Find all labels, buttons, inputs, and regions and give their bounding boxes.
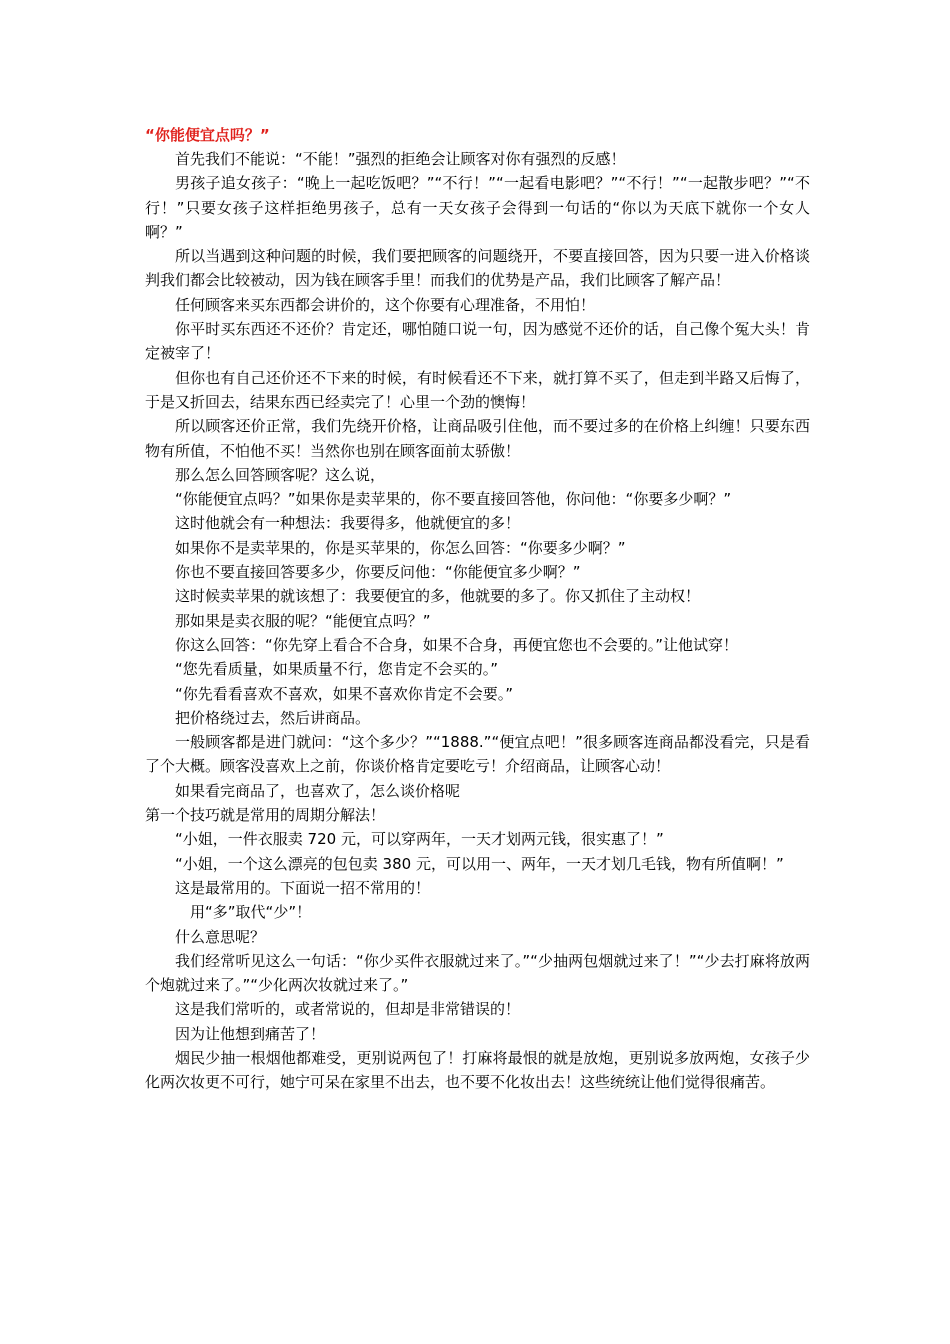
paragraph: 所以顾客还价正常，我们先绕开价格，让商品吸引住他，而不要过多的在价格上纠缠！只要东西物有所值，不怕他不买！当然你也别在顾客面前太骄傲！ [145,417,810,460]
paragraph: 这时他就会有一种想法：我要得多，他就便宜的多！ [175,514,521,533]
paragraph: 所以当遇到这种问题的时候，我们要把顾客的问题绕开，不要直接回答，因为只要一进入价格谈判我们都会比较被动，因为钱在顾客手里！而我们的优势是产品，我们比顾客了解产品！ [145,247,810,290]
paragraph: 你也不要直接回答要多少，你要反问他：“你能便宜多少啊？” [175,563,581,582]
paragraph: 你平时买东西还不还价？肯定还，哪怕随口说一句，因为感觉不还价的话，自己像个冤大头！肯定被宰了！ [145,320,810,363]
paragraph: “你能便宜点吗？”如果你是卖苹果的，你不要直接回答他，你问他：“你要多少啊？” [175,490,732,509]
paragraph: 任何顾客来买东西都会讲价的，这个你要有心理准备，不用怕！ [175,295,596,314]
paragraph: 因为让他想到痛苦了！ [175,1024,326,1043]
document-body [145,147,810,1095]
paragraph: 如果你不是卖苹果的，你是买苹果的，你怎么回答：“你要多少啊？” [175,538,626,557]
paragraph: 那么怎么回答顾客呢？这么说， [175,465,386,484]
paragraph: “您先看质量，如果质量不行，您肯定不会买的。” [175,660,499,679]
paragraph: 如果看完商品了，也喜欢了，怎么谈价格呢 [175,781,461,800]
paragraph: “小姐，一件衣服卖 720 元，可以穿两年，一天才划两元钱，很实惠了！” [175,830,664,849]
paragraph: 一般顾客都是进门就问：“这个多少？”“1888.”“便宜点吧！”很多顾客连商品都没看完，只是看了个大概。顾客没喜欢上之前，你谈价格肯定要吃亏！介绍商品，让顾客心动！ [145,733,810,776]
paragraph: 什么意思呢？ [175,927,266,946]
paragraph: 首先我们不能说：“不能！”强烈的拒绝会让顾客对你有强烈的反感！ [175,150,626,168]
paragraph: “你先看看喜欢不喜欢，如果不喜欢你肯定不会要。” [175,684,514,703]
paragraph: 男孩子追女孩子：“晚上一起吃饭吧？”“不行！”“一起看电影吧？”“不行！”“一起散步吧？”“不行！”只要女孩子这样拒绝男孩子，总有一天女孩子会得到一句话的“你以为天底下就你一个女人啊？” [145,174,810,241]
paragraph: 这是我们常听的，或者常说的，但却是非常错误的！ [175,1000,521,1019]
paragraph: “小姐，一个这么漂亮的包包卖 380 元，可以用一、两年，一天才划几毛钱，物有所值啊！” [175,854,784,873]
paragraph: 这是最常用的。下面说一招不常用的！ [175,878,431,897]
document-title: “你能便宜点吗？” [145,126,270,144]
paragraph: 第一个技巧就是常用的周期分解法！ [145,806,386,825]
document-page [145,123,810,1095]
paragraph: 把价格绕过去，然后讲商品。 [175,708,371,727]
paragraph: 这时候卖苹果的就该想了：我要便宜的多，他就要的多了。你又抓住了主动权！ [175,587,701,606]
paragraph: 那如果是卖衣服的呢？“能便宜点吗？” [175,611,431,630]
paragraph: 但你也有自己还价还不下来的时候，有时候看还不下来，就打算不买了，但走到半路又后悔了，于是又折回去，结果东西已经卖完了！心里一个劲的懊悔！ [145,368,810,411]
paragraph: 烟民少抽一根烟他都难受，更别说两包了！打麻将最恨的就是放炮，更别说多放两炮，女孩子少化两次妆更不可行，她宁可呆在家里不出去，也不要不化妆出去！这些统统让他们觉得很痛苦。 [145,1048,810,1092]
paragraph: 你这么回答：“你先穿上看合不合身，如果不合身，再便宜您也不会要的。”让他试穿！ [175,635,739,654]
paragraph: 我们经常听见这么一句话：“你少买件衣服就过来了。”“少抽两包烟就过来了！”“少去打麻将放两个炮就过来了。”“少化两次妆就过来了。” [145,951,810,995]
paragraph: 用“多”取代“少”！ [190,903,312,922]
